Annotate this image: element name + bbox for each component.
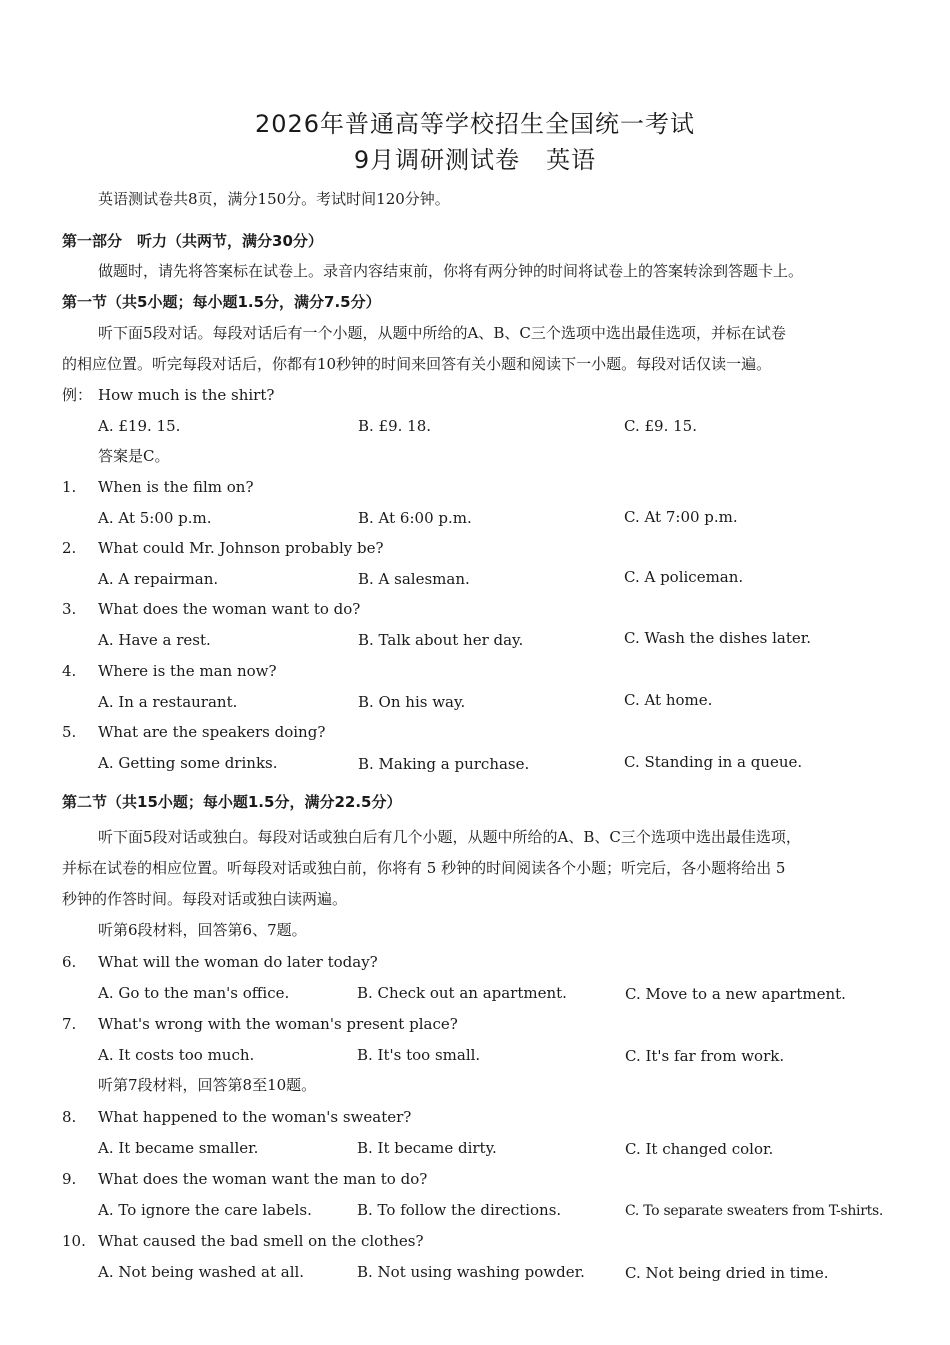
section2-instruction-line3: 秒钟的作答时间。每段对话或独白读两遍。: [62, 890, 348, 908]
example-option-a: A. £19. 15.: [98, 417, 181, 435]
option-c: C. Standing in a queue.: [624, 753, 803, 771]
option-b: B. Talk about her day.: [358, 631, 524, 649]
section2-heading: 第二节（共15小题；每小题1.5分，满分22.5分）: [62, 793, 402, 811]
question-number: 3.: [62, 600, 77, 618]
part1-heading: 第一部分 听力（共两节，满分30分）: [62, 232, 323, 250]
option-a: A. To ignore the care labels.: [98, 1201, 312, 1219]
option-c: C. It changed color.: [625, 1140, 774, 1158]
option-a: A. In a restaurant.: [98, 693, 238, 711]
question-number: 8.: [62, 1108, 77, 1126]
exam-intro: 英语测试卷共8页，满分150分。考试时间120分钟。: [98, 190, 450, 208]
example-option-b: B. £9. 18.: [358, 417, 432, 435]
option-a: A. A repairman.: [98, 570, 219, 588]
example-question-text: How much is the shirt?: [98, 386, 275, 404]
question-number: 5.: [62, 723, 77, 741]
question-text: What happened to the woman's sweater?: [98, 1108, 412, 1126]
question-number: 2.: [62, 539, 77, 557]
example-answer: 答案是C。: [98, 447, 170, 465]
example-label: 例：: [62, 386, 93, 404]
question-text: What does the woman want the man to do?: [98, 1170, 428, 1188]
exam-title: 2026年普通高等学校招生全国统一考试: [254, 110, 696, 138]
option-c: C. To separate sweaters from T-shirts.: [625, 1203, 883, 1219]
option-b: B. Check out an apartment.: [357, 984, 567, 1002]
part1-instruction: 做题时，请先将答案标在试卷上。录音内容结束前，你将有两分钟的时间将试卷上的答案转涂到答题卡上。: [98, 262, 804, 280]
option-a: A. It became smaller.: [98, 1139, 259, 1157]
option-c: C. At home.: [624, 691, 713, 709]
question-number: 1.: [62, 478, 77, 496]
option-b: B. It became dirty.: [357, 1139, 497, 1157]
option-a: A. Getting some drinks.: [98, 754, 278, 772]
subtitle-subject: 英语: [546, 146, 597, 174]
option-b: B. On his way.: [358, 693, 466, 711]
option-a: A. Have a rest.: [98, 631, 211, 649]
question-text: Where is the man now?: [98, 662, 277, 680]
question-text: What caused the bad smell on the clothes?: [98, 1232, 424, 1250]
option-b: B. It's too small.: [357, 1046, 481, 1064]
option-c: C. Move to a new apartment.: [625, 985, 846, 1003]
material-6-note: 听第6段材料，回答第6、7题。: [98, 921, 307, 939]
material-7-note: 听第7段材料，回答第8至10题。: [98, 1076, 317, 1094]
section2-instruction-line1: 听下面5段对话或独白。每段对话或独白后有几个小题，从题中所给的A、B、C三个选项中选出最佳选项，: [98, 828, 801, 846]
option-a: A. Not being washed at all.: [98, 1263, 305, 1281]
option-b: B. Making a purchase.: [358, 755, 530, 773]
question-number: 7.: [62, 1015, 77, 1033]
option-c: C. A policeman.: [624, 568, 744, 586]
section1-heading: 第一节（共5小题；每小题1.5分，满分7.5分）: [62, 293, 381, 311]
question-text: When is the film on?: [98, 478, 254, 496]
question-number: 6.: [62, 953, 77, 971]
option-b: B. Not using washing powder.: [357, 1263, 585, 1281]
question-text: What's wrong with the woman's present place?: [98, 1015, 458, 1033]
question-number: 9.: [62, 1170, 77, 1188]
question-text: What could Mr. Johnson probably be?: [98, 539, 384, 557]
question-text: What will the woman do later today?: [98, 953, 378, 971]
option-b: B. At 6:00 p.m.: [358, 509, 472, 527]
option-b: B. A salesman.: [358, 570, 470, 588]
option-c: C. Not being dried in time.: [625, 1264, 829, 1282]
option-b: B. To follow the directions.: [357, 1201, 562, 1219]
example-option-c: C. £9. 15.: [624, 417, 697, 435]
option-c: C. Wash the dishes later.: [624, 629, 812, 647]
option-a: A. Go to the man's office.: [98, 984, 290, 1002]
question-text: What are the speakers doing?: [98, 723, 326, 741]
option-a: A. It costs too much.: [98, 1046, 255, 1064]
section2-instruction-line2: 并标在试卷的相应位置。听每段对话或独白前，你将有 5 秒钟的时间阅读各个小题；听完后，各小题将给出 5: [62, 859, 786, 877]
option-a: A. At 5:00 p.m.: [98, 509, 212, 527]
exam-subtitle: [0, 140, 950, 175]
question-text: What does the woman want to do?: [98, 600, 361, 618]
question-number: 10.: [62, 1232, 86, 1250]
question-number: 4.: [62, 662, 77, 680]
section1-instruction-line2: 的相应位置。听完每段对话后，你都有10秒钟的时间来回答有关小题和阅读下一小题。每段对话仅读一遍。: [62, 355, 772, 373]
subtitle-paper: 9月调研测试卷: [353, 146, 521, 174]
option-c: C. It's far from work.: [625, 1047, 785, 1065]
option-c: C. At 7:00 p.m.: [624, 508, 738, 526]
section1-instruction-line1: 听下面5段对话。每段对话后有一个小题，从题中所给的A、B、C三个选项中选出最佳选项，并标在试卷: [98, 324, 786, 342]
